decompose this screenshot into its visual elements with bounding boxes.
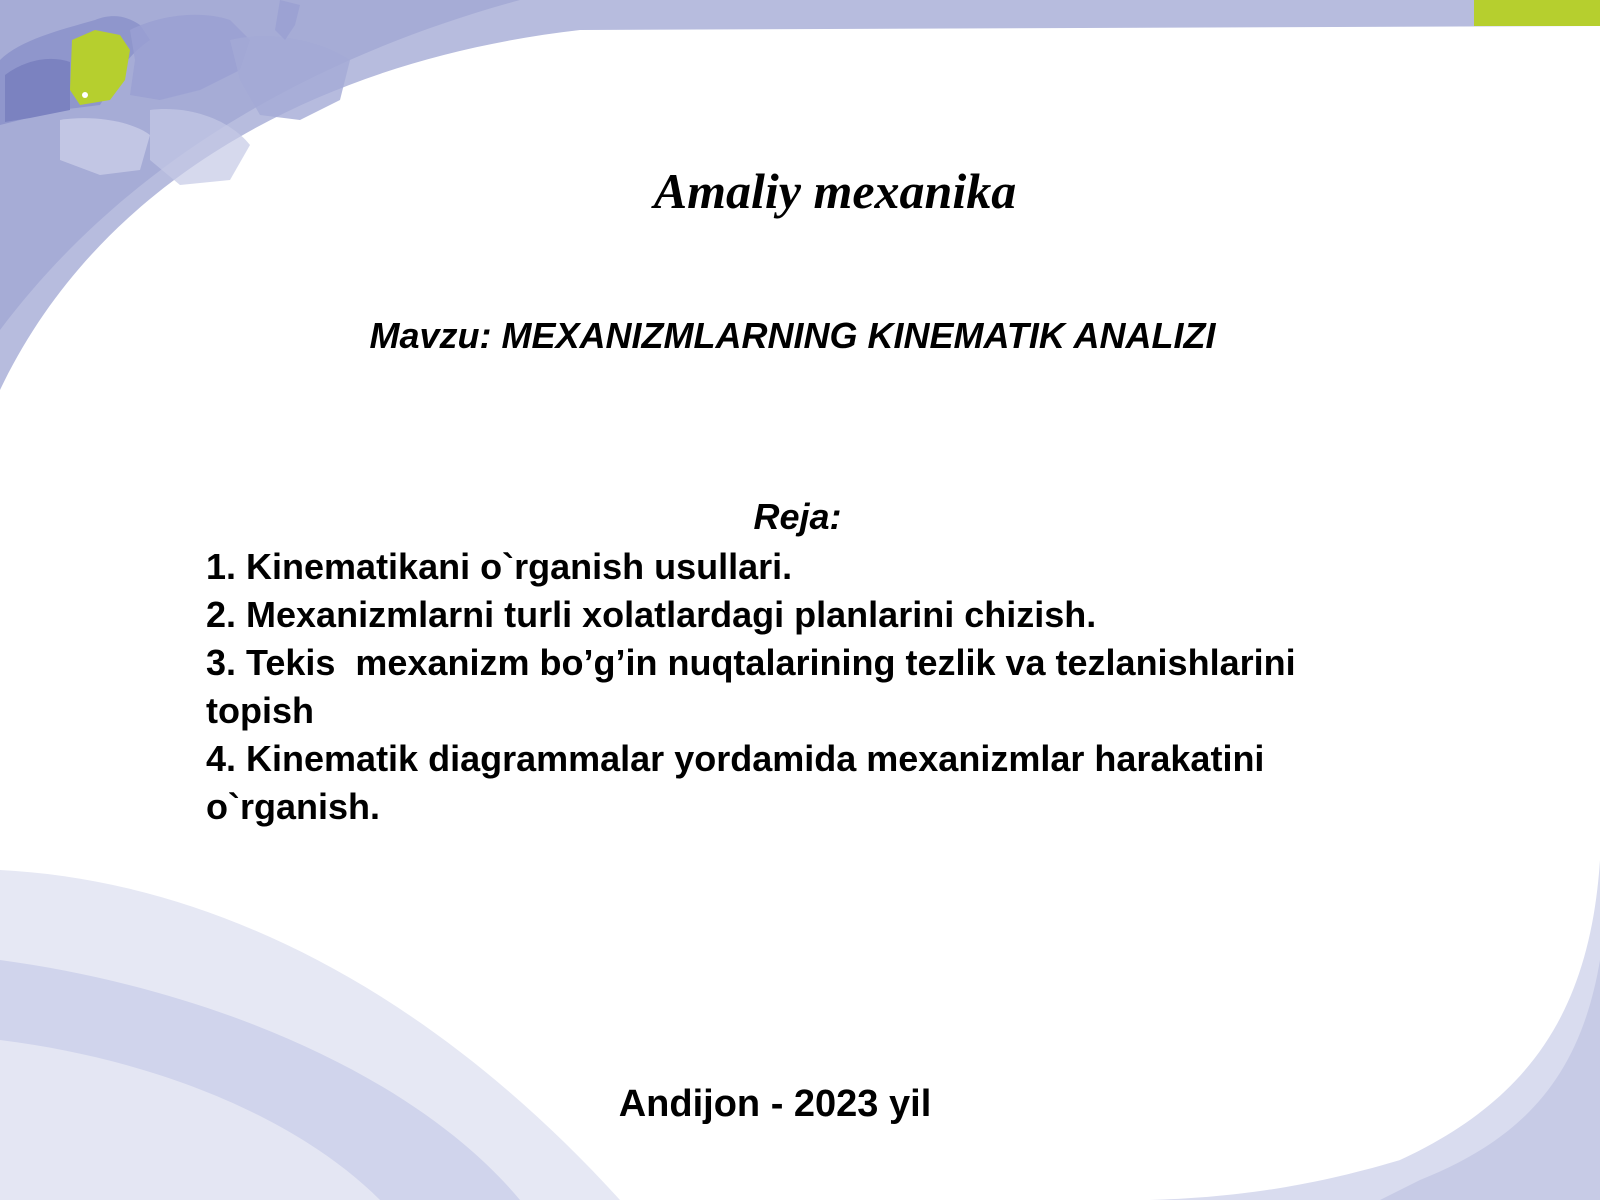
plan-item-2: 2. Mexanizmlarni turli xolatlardagi planlarini chizish. <box>206 594 1097 635</box>
slide-title: Amaliy mexanika <box>653 163 1017 219</box>
plan-item-4: 4. Kinematik diagrammalar yordamida mexanizmlar harakatini o`rganish. <box>206 738 1275 827</box>
plan-item-1: 1. Kinematikani o`rganish usullari. <box>206 546 793 587</box>
plan-list <box>206 543 1406 831</box>
plan-heading: Reja: <box>753 496 842 537</box>
slide-subtitle: Mavzu: MEXANIZMLARNING KINEMATIK ANALIZI <box>369 315 1216 356</box>
top-right-accent <box>1474 0 1600 26</box>
plan-item-3: 3. Tekis mexanizm bo’g’in nuqtalarining tezlik va tezlanishlarini topish <box>206 642 1306 731</box>
slide-footer: Andijon - 2023 yil <box>618 1083 932 1125</box>
